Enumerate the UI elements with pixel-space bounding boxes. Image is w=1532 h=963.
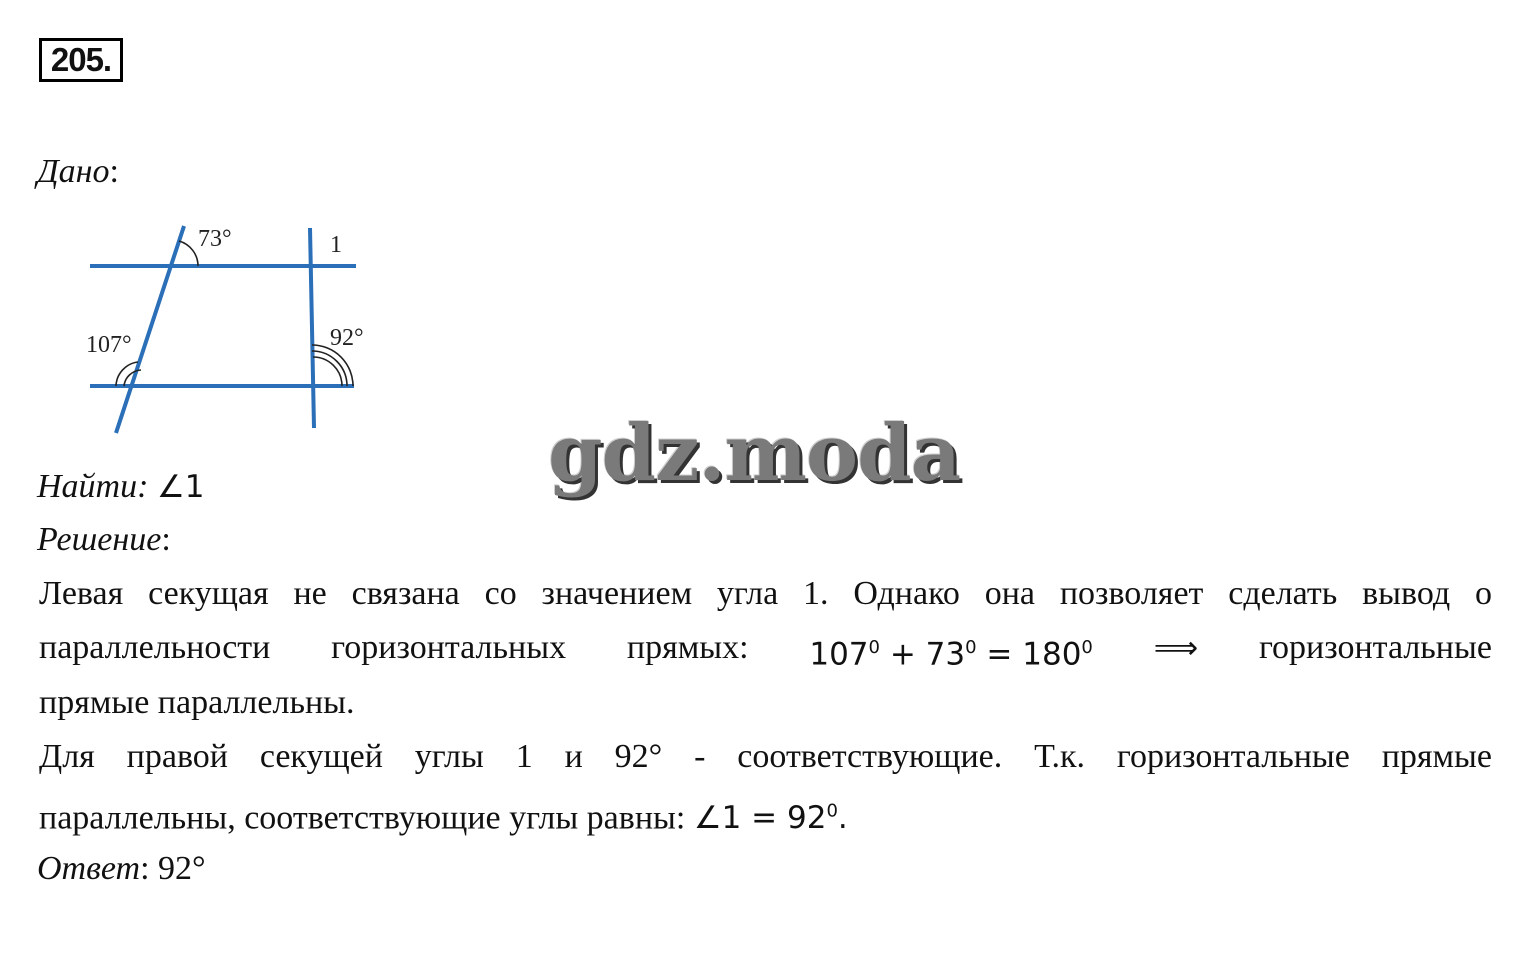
given-label: Дано: [37, 153, 110, 190]
right-transversal: [310, 228, 314, 428]
angle-arcs: [116, 241, 353, 386]
answer-label: Ответ: [37, 850, 141, 887]
solution-p2-line1: Для правой секущей углы 1 и 92° - соответствующие. Т.к. горизонтальные прямые: [39, 738, 1492, 775]
answer-colon: :: [140, 850, 150, 887]
solution-label: Решение: [37, 521, 162, 558]
word-gorizontalnyh: горизонтальных: [331, 629, 567, 666]
solution-p1-line1: Левая секущая не связана со значением угла 1. Однако она позволяет сделать вывод о: [39, 575, 1492, 612]
solution-colon: :: [161, 521, 171, 558]
find-label: Найти:: [37, 468, 149, 505]
label-73: 73°: [198, 226, 232, 252]
equation-sum: $107^0 + 73^0 = 180^0$: [809, 636, 1093, 673]
given-colon: :: [109, 153, 119, 190]
final-equation: ∠1 = $92^0$.: [693, 800, 848, 837]
solution-p1-line3: прямые параллельны.: [39, 684, 355, 721]
word-gorizontalnye: горизонтальные: [1258, 629, 1492, 666]
problem-number: 205.: [39, 38, 123, 82]
geometry-figure: [40, 200, 400, 445]
implies-symbol: ⟹: [1153, 630, 1199, 666]
p2-line2-text: параллельны, соответствующие углы равны:: [39, 799, 694, 837]
label-92: 92°: [330, 325, 364, 351]
given-heading: [37, 152, 119, 192]
label-107: 107°: [86, 332, 132, 358]
word-pryamyh: прямых:: [626, 629, 749, 666]
label-1: 1: [330, 232, 342, 258]
arc-73: [179, 241, 198, 266]
left-transversal: [116, 226, 184, 433]
answer-line: [37, 849, 206, 889]
figure-lines: [90, 226, 356, 433]
solution-heading: [37, 520, 171, 560]
find-line: [37, 467, 204, 507]
find-value: ∠1: [156, 469, 205, 505]
word-parallelnosti: параллельности: [39, 629, 271, 666]
solution-p2-line2: [39, 792, 848, 838]
answer-value: 92°: [149, 850, 206, 887]
solution-p1-line2: [39, 628, 1492, 674]
watermark: gdz.moda: [548, 408, 961, 499]
